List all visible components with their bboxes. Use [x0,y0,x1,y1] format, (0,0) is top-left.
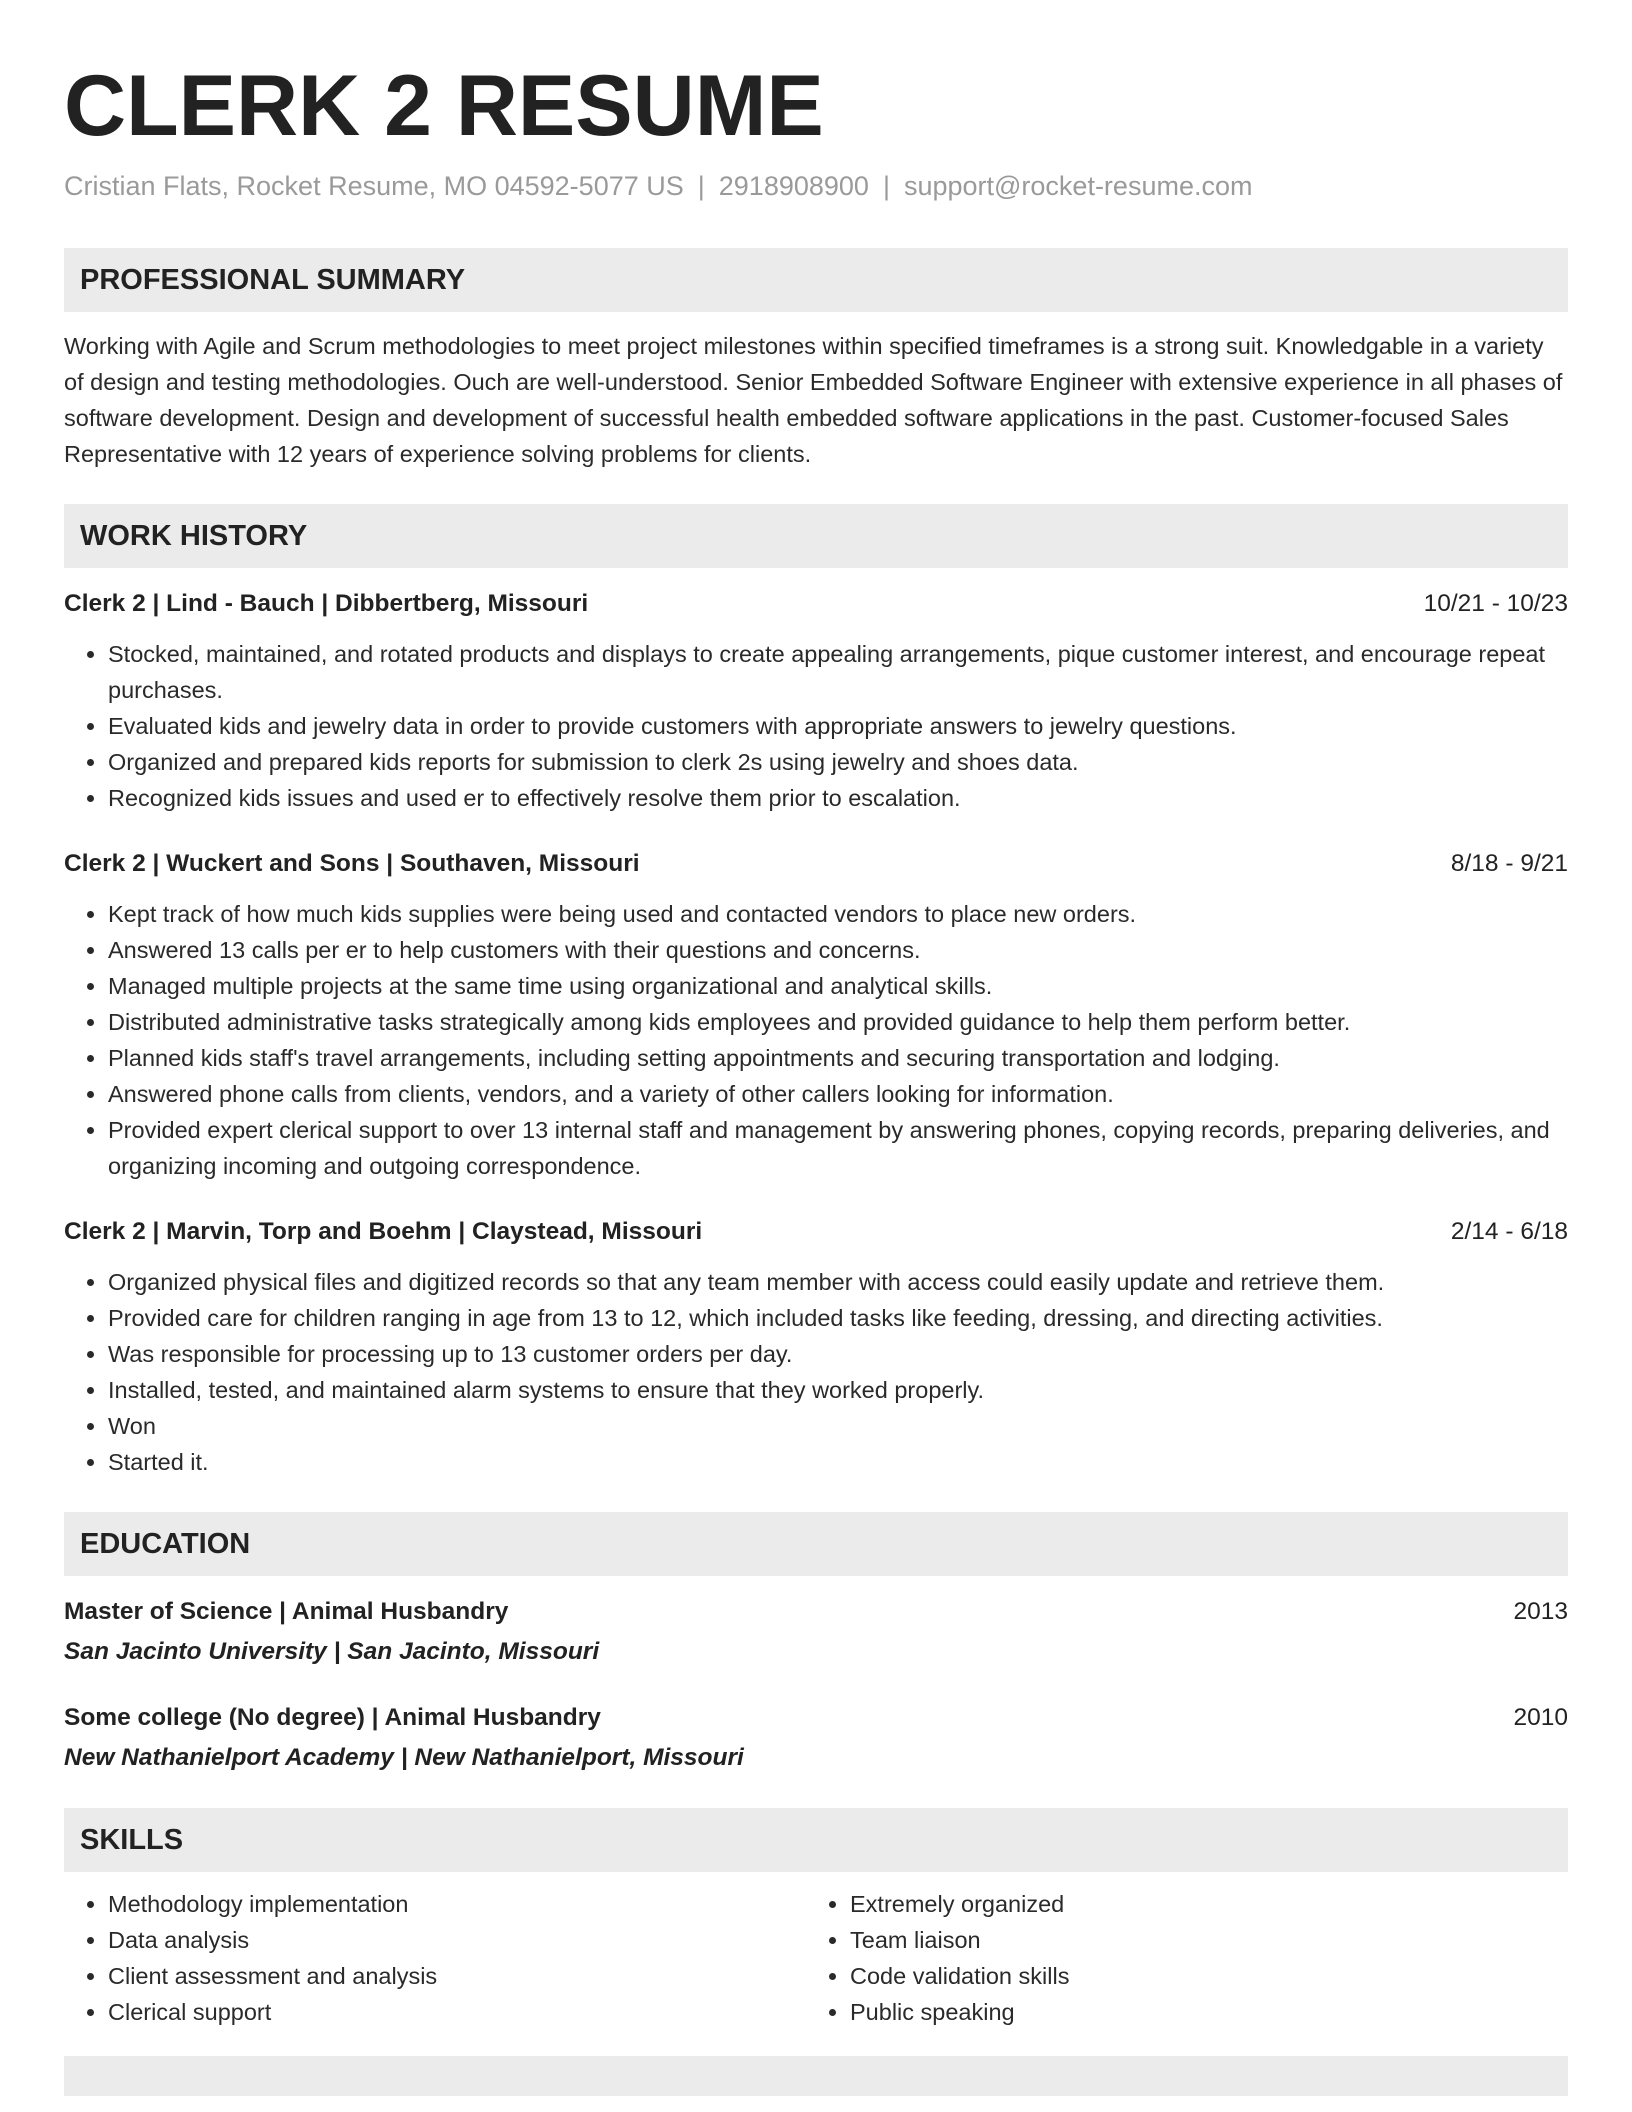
contact-phone: 2918908900 [718,171,869,201]
contact-address: Cristian Flats, Rocket Resume, MO 04592-5077 US [64,171,684,201]
summary-text: Working with Agile and Scrum methodologies to meet project milestones within specified timeframes is a strong suit. Knowledgable in a variety of design and testing methodologies. Ouch are well-understood. Senior Embedded Software Engineer with extensive experience in all phases of software development. Design and development of successful health embedded software applications in the past. Customer-focused Sales Representative with 12 years of experience solving problems for clients. [64,333,1563,467]
list-item: • Public speaking [850,1994,1548,2030]
list-item: • Organized and prepared kids reports for submission to clerk 2s using jewelry and shoes data. [108,744,1568,780]
skills-column-2 [806,1886,1548,2030]
list-item: • Methodology implementation [108,1886,806,1922]
list-item: • Provided expert clerical support to over 13 internal staff and management by answering phones, copying records, preparing deliveries, and organizing incoming and outgoing correspondence. [108,1112,1568,1184]
job-dates: 2/14 - 6/18 [1450,1218,1568,1245]
list-item: • Evaluated kids and jewelry data in order to provide customers with appropriate answers to jewelry questions. [108,708,1568,744]
list-item: • Client assessment and analysis [108,1958,806,1994]
list-item: • Started it. [108,1444,1568,1480]
job-dates: 10/21 - 10/23 [1423,590,1568,617]
list-item: • Was responsible for processing up to 13 customer orders per day. [108,1336,1568,1372]
job-entry [64,1214,1568,1480]
list-item: • Data analysis [108,1922,806,1958]
list-item: • Organized physical files and digitized records so that any team member with access could easily update and retrieve them. [108,1264,1568,1300]
education-entry [64,1700,1568,1776]
job-header [64,586,1568,622]
education-header [64,1594,1568,1630]
list-item: • Stocked, maintained, and rotated products and displays to create appealing arrangements, pique customer interest, and encourage repeat purchases. [108,636,1568,708]
list-item: • Clerical support [108,1994,806,2030]
education-school: San Jacinto University | San Jacinto, Missouri [64,1638,600,1665]
resume-title: CLERK 2 RESUME [64,58,824,154]
list-item: • Distributed administrative tasks strategically among kids employees and provided guidance to help them perform better. [108,1004,1568,1040]
education-degree: Some college (No degree) | Animal Husbandry [64,1704,601,1731]
education-year: 2010 [1513,1704,1568,1731]
list-item: • Code validation skills [850,1958,1548,1994]
list-item: • Extremely organized [850,1886,1548,1922]
job-bullets [64,896,1568,1184]
job-header [64,846,1568,882]
section-header-work-history: WORK HISTORY [64,504,1568,568]
list-item: • Team liaison [850,1922,1548,1958]
education-header [64,1700,1568,1736]
education-degree: Master of Science | Animal Husbandry [64,1598,509,1625]
job-entry [64,846,1568,1184]
job-bullets [64,1264,1568,1480]
contact-line [64,168,1568,204]
list-item: • Installed, tested, and maintained alarm systems to ensure that they worked properly. [108,1372,1568,1408]
section-header-skills: SKILLS [64,1808,1568,1872]
next-section-header-bar [64,2056,1568,2096]
list-item: • Provided care for children ranging in age from 13 to 12, which included tasks like feeding, dressing, and directing activities. [108,1300,1568,1336]
education-year: 2013 [1513,1598,1568,1625]
education-school: New Nathanielport Academy | New Nathanielport, Missouri [64,1744,744,1771]
job-dates: 8/18 - 9/21 [1450,850,1568,877]
job-bullets [64,636,1568,816]
education-entry [64,1594,1568,1670]
list-item: • Answered phone calls from clients, vendors, and a variety of other callers looking for information. [108,1076,1568,1112]
job-entry [64,586,1568,816]
skills-column-1 [64,1886,806,2030]
list-item: • Kept track of how much kids supplies were being used and contacted vendors to place new orders. [108,896,1568,932]
resume-page [64,0,1568,2096]
job-header [64,1214,1568,1250]
section-header-education: EDUCATION [64,1512,1568,1576]
list-item: • Planned kids staff's travel arrangements, including setting appointments and securing transportation and lodging. [108,1040,1568,1076]
list-item: • Recognized kids issues and used er to effectively resolve them prior to escalation. [108,780,1568,816]
list-item: • Answered 13 calls per er to help customers with their questions and concerns. [108,932,1568,968]
contact-separator: | [697,171,705,201]
list-item: • Won [108,1408,1568,1444]
list-item: • Managed multiple projects at the same time using organizational and analytical skills. [108,968,1568,1004]
job-title: Clerk 2 | Marvin, Torp and Boehm | Claystead, Missouri [64,1218,703,1245]
contact-separator: | [882,171,890,201]
job-title: Clerk 2 | Lind - Bauch | Dibbertberg, Missouri [64,590,589,617]
contact-email: support@rocket-resume.com [903,171,1253,201]
job-title: Clerk 2 | Wuckert and Sons | Southaven, Missouri [64,850,640,877]
section-header-summary: PROFESSIONAL SUMMARY [64,248,1568,312]
skills-list [64,1886,1568,2030]
